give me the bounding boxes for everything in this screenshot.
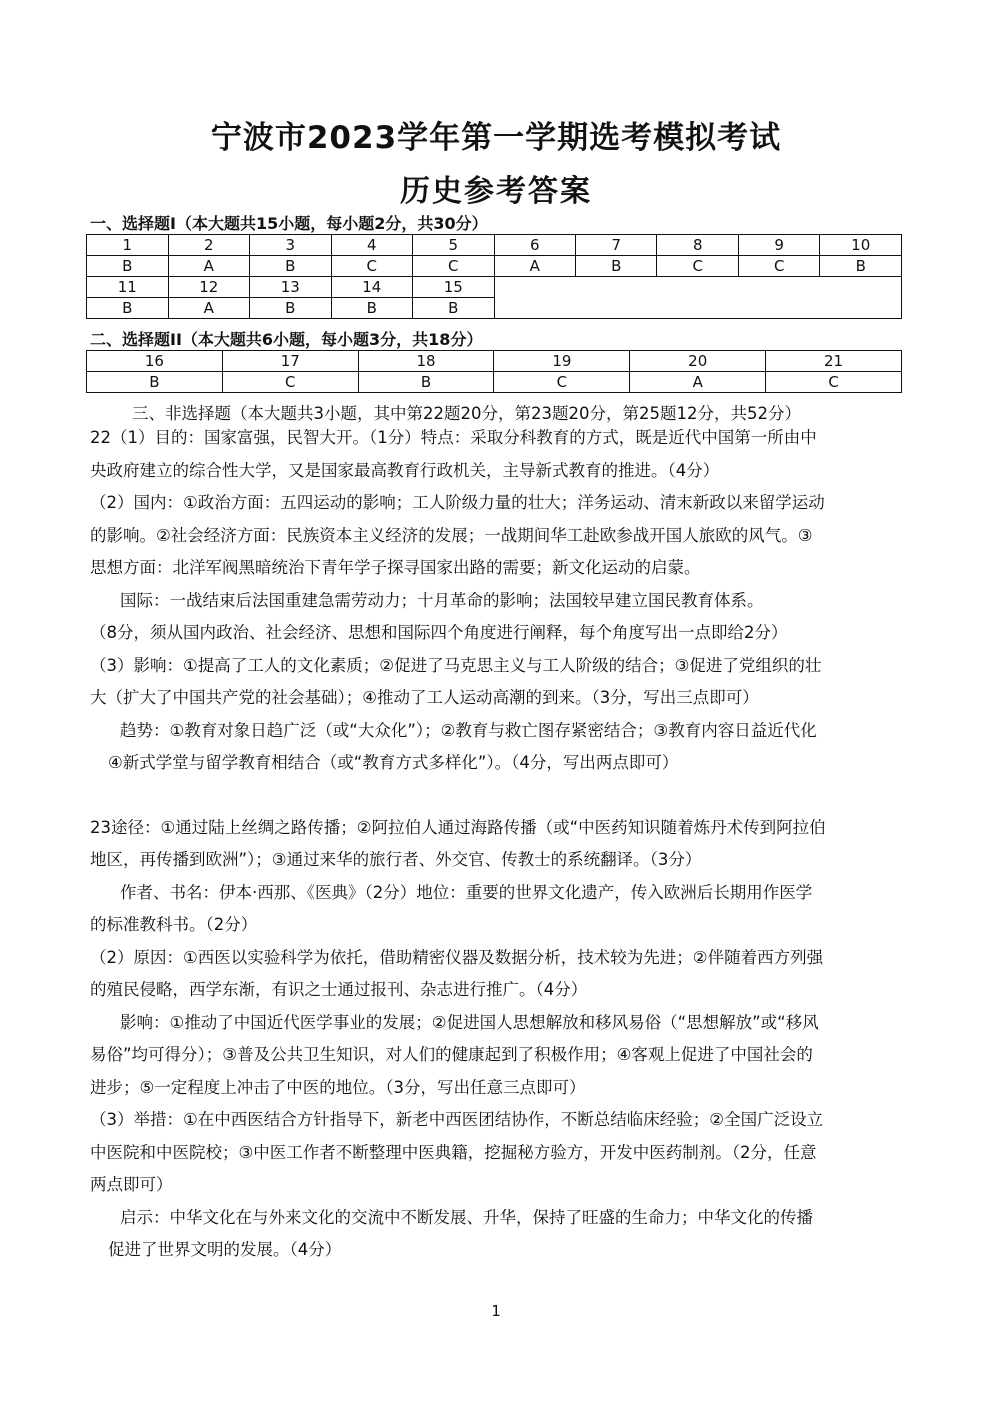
question-number: 5	[413, 235, 495, 256]
page-title: 宁波市2023学年第一学期选考模拟考试	[210, 120, 782, 156]
section1-table	[86, 234, 902, 319]
answer-cell: C	[413, 256, 495, 277]
text-line: 影响：①推动了中国近代医学事业的发展；②促进国人思想解放和移风易俗（“思想解放”或“移风	[120, 1012, 819, 1032]
text-line: 23途径：①通过陆上丝绸之路传播；②阿拉伯人通过海路传播（或“中医药知识随着炼丹术传到阿拉伯	[90, 817, 826, 837]
section3-heading: 三、非选择题（本大题共3小题，其中第22题20分，第23题20分，第25题12分，共52分）	[132, 404, 801, 423]
answer-cell: A	[168, 256, 250, 277]
table-row	[87, 351, 902, 372]
question-number: 19	[494, 351, 630, 372]
question-number: 14	[331, 277, 413, 298]
answer-cell: C	[766, 372, 902, 393]
question-number: 12	[168, 277, 250, 298]
text-line: 趋势：①教育对象日趋广泛（或“大众化”）；②教育与救亡图存紧密结合；③教育内容日益近代化	[120, 720, 817, 740]
answer-cell: C	[222, 372, 358, 393]
answer-cell: B	[413, 298, 495, 319]
section2-heading: 二、选择题II（本大题共6小题，每小题3分，共18分）	[90, 330, 483, 349]
text-line: 思想方面：北洋军阀黑暗统治下青年学子探寻国家出路的需要；新文化运动的启蒙。	[90, 558, 701, 577]
answer-cell: C	[657, 256, 738, 277]
question-number: 15	[413, 277, 495, 298]
text-line: （2）国内：①政治方面：五四运动的影响；工人阶级力量的壮大；洋务运动、清末新政以来留学运动	[90, 493, 825, 512]
question-number: 13	[250, 277, 332, 298]
question-number: 8	[657, 235, 738, 256]
text-line: 中医院和中医院校；③中医工作者不断整理中医典籍，挖掘秘方验方，开发中医药制剂。（2分，任意	[90, 1142, 817, 1162]
text-line: （2）原因：①西医以实验科学为依托，借助精密仪器及数据分析，技术较为先进；②伴随着西方列强	[90, 947, 824, 967]
table-row	[87, 235, 902, 256]
question-number: 4	[331, 235, 413, 256]
answer-cell: B	[250, 256, 332, 277]
empty-cell	[494, 277, 902, 319]
text-line: 的标准教科书。（2分）	[90, 915, 258, 934]
text-line: ④新式学堂与留学教育相结合（或“教育方式多样化”）。（4分，写出两点即可）	[108, 753, 679, 772]
answer-cell: B	[87, 256, 169, 277]
question-number: 16	[87, 351, 223, 372]
question-number: 21	[766, 351, 902, 372]
question-number: 9	[738, 235, 819, 256]
section2-table	[86, 350, 902, 393]
table-row	[87, 277, 902, 298]
answer-cell: B	[575, 256, 656, 277]
text-line: 的影响。②社会经济方面：民族资本主义经济的发展；一战期间华工赴欧参战开国人旅欧的风气。③	[90, 525, 813, 545]
text-line: 启示：中华文化在与外来文化的交流中不断发展、升华，保持了旺盛的生命力；中华文化的传播	[120, 1207, 813, 1227]
question-number: 3	[250, 235, 332, 256]
text-line: （8分，须从国内政治、社会经济、思想和国际四个角度进行阐释，每个角度写出一点即给2分）	[90, 623, 788, 642]
table-row	[87, 372, 902, 393]
question-number: 2	[168, 235, 250, 256]
section1-heading: 一、选择题I（本大题共15小题，每小题2分，共30分）	[90, 214, 488, 233]
answer-cell: B	[87, 372, 223, 393]
text-line: 作者、书名：伊本·西那、《医典》（2分）地位：重要的世界文化遗产，传入欧洲后长期用作医学	[120, 882, 813, 902]
answer-body	[90, 422, 908, 1267]
question-number: 7	[575, 235, 656, 256]
text-line: 促进了世界文明的发展。（4分）	[108, 1240, 342, 1259]
text-line: 央政府建立的综合性大学，又是国家最高教育行政机关，主导新式教育的推进。（4分）	[90, 460, 720, 480]
text-line: 国际：一战结束后法国重建急需劳动力；十月革命的影响；法国较早建立国民教育体系。	[120, 590, 764, 610]
text-line: 易俗”均可得分）；③普及公共卫生知识，对人们的健康起到了积极作用；④客观上促进了中国社会的	[90, 1045, 813, 1064]
text-line: 22（1）目的：国家富强，民智大开。（1分）特点：采取分科教育的方式，既是近代中国第一所由中	[90, 428, 817, 447]
answer-cell: A	[494, 256, 575, 277]
page-subtitle: 历史参考答案	[400, 174, 592, 209]
answer-cell: C	[738, 256, 819, 277]
answer-cell: B	[820, 256, 902, 277]
text-line: （3）举措：①在中西医结合方针指导下，新老中西医团结协作，不断总结临床经验；②全国广泛设立	[90, 1110, 824, 1129]
question-number: 10	[820, 235, 902, 256]
text-line: 大（扩大了中国共产党的社会基础）；④推动了工人运动高潮的到来。（3分，写出三点即可）	[90, 688, 759, 707]
text-line: 两点即可）	[90, 1175, 173, 1194]
table-row	[87, 256, 902, 277]
answer-cell: A	[168, 298, 250, 319]
text-line: （3）影响：①提高了工人的文化素质；②促进了马克思主义与工人阶级的结合；③促进了党组织的壮	[90, 655, 822, 675]
page-number: 1	[491, 1302, 501, 1320]
answer-cell: C	[331, 256, 413, 277]
answer-cell: B	[331, 298, 413, 319]
answer-cell: B	[358, 372, 494, 393]
question-number: 20	[630, 351, 766, 372]
question-number: 17	[222, 351, 358, 372]
question-number: 11	[87, 277, 169, 298]
question-number: 18	[358, 351, 494, 372]
text-line: 地区，再传播到欧洲”）；③通过来华的旅行者、外交官、传教士的系统翻译。（3分）	[90, 850, 702, 869]
answer-cell: C	[494, 372, 630, 393]
text-line: 的殖民侵略，西学东渐，有识之士通过报刊、杂志进行推广。（4分）	[90, 980, 588, 999]
question-number: 6	[494, 235, 575, 256]
answer-cell: A	[630, 372, 766, 393]
question-number: 1	[87, 235, 169, 256]
spacer	[90, 780, 908, 812]
answer-cell: B	[250, 298, 332, 319]
text-line: 进步；⑤一定程度上冲击了中医的地位。（3分，写出任意三点即可）	[90, 1077, 586, 1097]
answer-cell: B	[87, 298, 169, 319]
